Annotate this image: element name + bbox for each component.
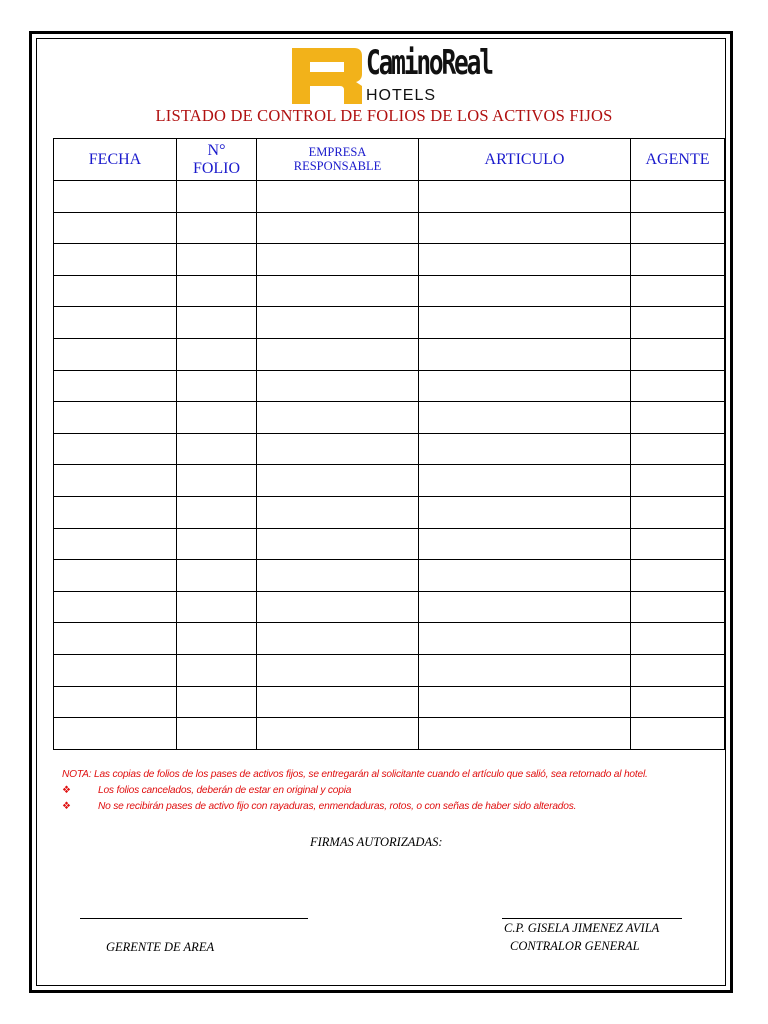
- cell-folio: [177, 433, 257, 465]
- header-articulo: ARTICULO: [419, 139, 631, 181]
- cell-empresa: [257, 591, 419, 623]
- cell-articulo: [419, 654, 631, 686]
- cell-folio: [177, 181, 257, 213]
- cell-folio: [177, 244, 257, 276]
- cell-agente: [631, 212, 725, 244]
- cell-agente: [631, 496, 725, 528]
- cell-empresa: [257, 433, 419, 465]
- cell-fecha: [54, 212, 177, 244]
- table-row: [54, 496, 725, 528]
- cell-articulo: [419, 560, 631, 592]
- note-bullet-text: Los folios cancelados, deberán de estar en original y copia: [98, 785, 352, 796]
- cell-fecha: [54, 623, 177, 655]
- cell-agente: [631, 181, 725, 213]
- cell-folio: [177, 560, 257, 592]
- cell-agente: [631, 591, 725, 623]
- signatures-heading: FIRMAS AUTORIZADAS:: [310, 835, 443, 849]
- table-row: [54, 402, 725, 434]
- cell-fecha: [54, 244, 177, 276]
- note-bullet-text: No se recibirán pases de activo fijo con rayaduras, enmendaduras, rotos, o con señas de haber sido alterados.: [98, 801, 577, 812]
- cell-articulo: [419, 465, 631, 497]
- cell-fecha: [54, 591, 177, 623]
- table-row: [54, 623, 725, 655]
- header-empresa-line1: EMPRESA: [308, 144, 367, 159]
- note-main: NOTA: Las copias de folios de los pases de activos fijos, se entregarán al solicitante cuando el artículo que salió, sea retornado al hotel.: [62, 769, 648, 780]
- cell-folio: [177, 686, 257, 718]
- cell-agente: [631, 623, 725, 655]
- table-row: [54, 528, 725, 560]
- cell-articulo: [419, 275, 631, 307]
- cell-articulo: [419, 338, 631, 370]
- cell-articulo: [419, 433, 631, 465]
- cell-folio: [177, 591, 257, 623]
- cell-empresa: [257, 718, 419, 750]
- table-row: [54, 560, 725, 592]
- cell-agente: [631, 654, 725, 686]
- cell-fecha: [54, 402, 177, 434]
- cell-folio: [177, 402, 257, 434]
- cell-empresa: [257, 528, 419, 560]
- cell-folio: [177, 338, 257, 370]
- cell-articulo: [419, 370, 631, 402]
- table-row: [54, 244, 725, 276]
- cell-empresa: [257, 623, 419, 655]
- table-header-row: [54, 139, 725, 181]
- cell-fecha: [54, 718, 177, 750]
- document-title: LISTADO DE CONTROL DE FOLIOS DE LOS ACTIVOS FIJOS: [155, 106, 613, 125]
- folio-control-table: [53, 138, 725, 750]
- cell-folio: [177, 465, 257, 497]
- cell-empresa: [257, 338, 419, 370]
- cell-agente: [631, 465, 725, 497]
- signature-left-title: GERENTE DE AREA: [106, 940, 215, 954]
- cell-folio: [177, 307, 257, 339]
- cell-fecha: [54, 496, 177, 528]
- logo-brand-text: CaminoReal: [366, 43, 492, 83]
- cell-folio: [177, 496, 257, 528]
- cell-fecha: [54, 686, 177, 718]
- cell-empresa: [257, 212, 419, 244]
- header-empresa-line2: RESPONSABLE: [293, 158, 382, 173]
- cell-folio: [177, 212, 257, 244]
- signature-right-name: C.P. GISELA JIMENEZ AVILA: [504, 921, 660, 935]
- table-row: [54, 591, 725, 623]
- cell-fecha: [54, 560, 177, 592]
- cell-articulo: [419, 718, 631, 750]
- table-row: [54, 307, 725, 339]
- cell-empresa: [257, 560, 419, 592]
- cell-folio: [177, 275, 257, 307]
- table-row: [54, 433, 725, 465]
- cell-empresa: [257, 496, 419, 528]
- cell-empresa: [257, 181, 419, 213]
- signature-line-right: [502, 918, 682, 919]
- table-row: [54, 654, 725, 686]
- header-agente: AGENTE: [631, 139, 725, 181]
- cell-folio: [177, 370, 257, 402]
- table-row: [54, 370, 725, 402]
- cell-agente: [631, 560, 725, 592]
- cell-articulo: [419, 402, 631, 434]
- cell-empresa: [257, 465, 419, 497]
- header-folio: [177, 139, 257, 181]
- logo-sub-text: HOTELS: [366, 87, 437, 104]
- header-empresa: [257, 139, 419, 181]
- cell-fecha: [54, 654, 177, 686]
- cell-folio: [177, 528, 257, 560]
- cell-agente: [631, 433, 725, 465]
- table-row: [54, 465, 725, 497]
- cell-fecha: [54, 528, 177, 560]
- cell-agente: [631, 307, 725, 339]
- bullet-icon: ❖: [62, 785, 71, 796]
- cell-agente: [631, 686, 725, 718]
- bullet-icon: ❖: [62, 801, 71, 812]
- notes-section: [62, 767, 742, 815]
- table-row: [54, 212, 725, 244]
- cell-articulo: [419, 496, 631, 528]
- cell-fecha: [54, 307, 177, 339]
- cell-fecha: [54, 181, 177, 213]
- cell-agente: [631, 402, 725, 434]
- cell-folio: [177, 623, 257, 655]
- table-body: [54, 181, 725, 750]
- header-folio-line1: N°: [207, 141, 226, 159]
- cell-articulo: [419, 528, 631, 560]
- cell-empresa: [257, 402, 419, 434]
- cell-agente: [631, 275, 725, 307]
- cell-fecha: [54, 370, 177, 402]
- cell-agente: [631, 338, 725, 370]
- table-row: [54, 686, 725, 718]
- signature-right-title: CONTRALOR GENERAL: [510, 939, 640, 953]
- cell-empresa: [257, 654, 419, 686]
- table-row: [54, 718, 725, 750]
- signature-line-left: [80, 918, 308, 919]
- cell-agente: [631, 244, 725, 276]
- cell-empresa: [257, 686, 419, 718]
- cell-articulo: [419, 181, 631, 213]
- cell-empresa: [257, 307, 419, 339]
- cell-empresa: [257, 244, 419, 276]
- cell-fecha: [54, 433, 177, 465]
- cell-empresa: [257, 275, 419, 307]
- table-row: [54, 181, 725, 213]
- cell-articulo: [419, 244, 631, 276]
- cell-agente: [631, 370, 725, 402]
- cell-articulo: [419, 212, 631, 244]
- cell-articulo: [419, 591, 631, 623]
- table-row: [54, 338, 725, 370]
- note-bullet-item: [62, 799, 742, 815]
- cell-articulo: [419, 307, 631, 339]
- cell-fecha: [54, 465, 177, 497]
- cell-folio: [177, 654, 257, 686]
- cell-fecha: [54, 338, 177, 370]
- cell-empresa: [257, 370, 419, 402]
- note-bullet-item: [62, 783, 742, 799]
- table-row: [54, 275, 725, 307]
- header-fecha: FECHA: [54, 139, 177, 181]
- cell-articulo: [419, 686, 631, 718]
- cell-fecha: [54, 275, 177, 307]
- cell-articulo: [419, 623, 631, 655]
- cell-agente: [631, 528, 725, 560]
- cell-agente: [631, 718, 725, 750]
- cell-folio: [177, 718, 257, 750]
- header-folio-line2: FOLIO: [192, 159, 241, 177]
